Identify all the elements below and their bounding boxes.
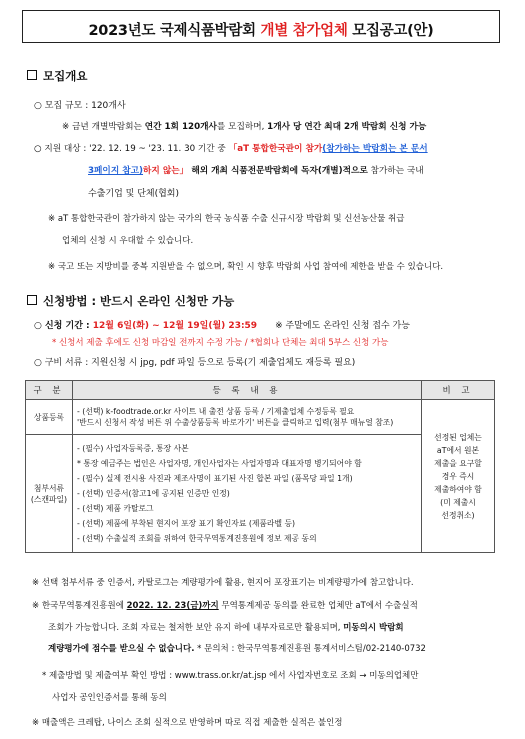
row1-line: '반드시 신청서 작성 버튼 위 수출상품등록 바로가기' 버튼을 클릭하고 입력(첨부 매뉴얼 참조) (77, 418, 394, 427)
row1-category: 상품등록 (26, 400, 73, 435)
support-target (34, 142, 428, 154)
n2-a: ※ 한국무역통계진흥원에 (32, 601, 127, 611)
title-highlight: 개별 참가업체 (260, 23, 348, 39)
note-annual-limit (62, 120, 426, 132)
note1-d: 1개사 당 연간 최대 2개 박람회 신청 가능 (267, 122, 427, 132)
footer-note-submit-method: * 제출방법 및 제출여부 확인 방법 : www.trass.or.kr/at.jsp 에서 사업자번호로 조회 → 미동의업체만 (42, 671, 419, 681)
note1-a: ※ 금년 개별박람회는 (62, 122, 145, 132)
remark-line: aT에서 원본 (436, 445, 480, 455)
remark-cell (422, 400, 495, 553)
row1-content (73, 400, 422, 435)
row2-line: - (선택) 제품 카탈로그 (77, 504, 154, 513)
note-preferred-l1: ※ aT 통합한국관이 참가하지 않는 국가의 한국 농식품 수출 신규시장 박람회 및 신선농산물 취급 (48, 214, 405, 224)
n2-l3b: * 문의처 : 한국무역통계진흥원 통계서비스팀/02-2140-0732 (194, 644, 426, 654)
checkbox-square-icon (27, 295, 37, 305)
title-suffix: 모집공고(안) (347, 23, 434, 39)
row2-category (26, 435, 73, 553)
footer-note-trade-stats-l2 (48, 621, 404, 633)
target-e: 하지 않는」 (143, 166, 189, 176)
n2-l3: 계량평가에 점수를 받으실 수 없습니다. (48, 644, 195, 654)
n2-l2: 조회가 가능합니다. 조회 자료는 철저한 보안 유지 하에 내부자료로만 활용되며, (48, 623, 344, 633)
footer-note-submit-method-l2: 사업자 공인인증서를 통해 동의 (52, 693, 167, 703)
section-heading-apply (27, 293, 234, 309)
row2-line: * 통장 예금주는 법인은 사업자명, 개인사업자는 사업자명과 대표자명 병기되어야 함 (77, 459, 362, 468)
row2-line: - (선택) 수출실적 조회를 위하여 한국무역통계진흥원에 정보 제공 동의 (77, 534, 317, 543)
page-title (23, 19, 499, 40)
target-c: (참가하는 박람회는 본 문서 (322, 144, 428, 154)
title-prefix: 2023년도 국제식품박람회 (88, 23, 261, 39)
note-duplicate-support: ※ 국고 또는 지방비를 중복 지원받을 수 없으며, 확인 시 향후 박람회 사업 참여에 제한을 받을 수 있습니다. (48, 262, 444, 272)
row2-content (73, 435, 422, 553)
period-a: ○ 신청 기간 : (34, 321, 93, 331)
row2-line: - (선택) 제품에 부착된 현지어 포장 표기 확인자료 (제품라벨 등) (77, 519, 296, 528)
required-docs: ○ 구비 서류 : 지원신청 시 jpg, pdf 파일 등으로 등록(기 제출업체도 재등록 필요) (34, 358, 356, 368)
period-b: 12월 6일(화) ~ 12월 19일(월) 23:59 (92, 321, 258, 331)
recruit-scale: ○ 모집 규모 : 120개사 (34, 101, 126, 111)
remark-line: 경우 즉시 (441, 471, 475, 481)
checkbox-square-icon (27, 70, 37, 80)
support-target-line3: 수출기업 및 단체(협회) (88, 189, 179, 199)
section-heading-overview (27, 68, 87, 84)
row2-category-l2: (스캔파일) (30, 494, 68, 504)
header-content: 등 록 내 용 (73, 381, 422, 400)
table-header-row (26, 381, 495, 400)
footer-note-trade-stats-l3 (48, 642, 426, 654)
n2-c: 무역통계제공 동의를 완료한 업체만 aT에서 수출실적 (218, 601, 418, 611)
note1-c: 를 모집하며, (216, 122, 268, 132)
header-remark: 비 고 (422, 381, 495, 400)
n2-b: 2022. 12. 23(금)까지 (126, 601, 219, 611)
row1-line: - (선택) k-foodtrade.or.kr 사이트 내 출전 상품 등록 / 기제출업체 수정등록 필요 (77, 406, 355, 416)
target-f: 해외 개최 식품전문박람회에 독자(개별)적으로 (188, 166, 368, 176)
target-b: 「aT 통합한국관이 참가 (228, 144, 323, 154)
row2-line: - (필수) 사업자등록증, 통장 사본 (77, 444, 189, 453)
section1-heading-text: 모집개요 (43, 69, 88, 83)
target-g: 참가하는 국내 (367, 166, 424, 176)
header-category: 구 분 (26, 381, 73, 400)
note1-b: 연간 1회 120개사 (144, 122, 217, 132)
support-target-line2 (88, 164, 424, 176)
target-d: 3페이지 참고) (88, 166, 144, 176)
n2-l2b: 미동의시 박람회 (343, 623, 404, 633)
footer-note-certs: ※ 선택 첨부서류 중 인증서, 카탈로그는 계량평가에 활용, 현지어 포장표기는 비계량평가에 참고합니다. (32, 578, 414, 588)
note-preferred-l2: 업체의 신청 시 우대할 수 있습니다. (62, 236, 194, 246)
footer-note-trade-stats (32, 599, 418, 611)
remark-line: 선정취소) (441, 510, 475, 520)
table-row (26, 400, 495, 435)
row2-line: - (선택) 인증서(참고1에 공지된 인증만 인정) (77, 489, 230, 498)
remark-line: (미 제출시 (440, 497, 476, 507)
row2-line: - (필수) 실제 전시용 사진과 제조사명이 표기된 사진 합본 파일 (품목당 파일 1개) (77, 474, 353, 483)
period-c: ※ 주말에도 온라인 신청 접수 가능 (275, 321, 410, 331)
remark-line: 선정된 업체는 (434, 432, 482, 442)
remark-line: 제출하여야 함 (434, 484, 482, 494)
footer-note-sales: ※ 매출액은 크레탑, 나이스 조회 실적으로 반영하며 따로 직접 제출한 실적은 불인정 (32, 718, 343, 728)
apply-period (34, 318, 410, 331)
row2-category-l1: 첨부서류 (33, 483, 65, 493)
remark-line: 제출을 요구할 (434, 458, 482, 468)
section2-heading-text: 신청방법 : 반드시 온라인 신청만 가능 (43, 294, 235, 308)
apply-period-note: * 신청서 제출 후에도 신청 마감일 전까지 수정 가능 / *협회나 단체는 최대 5부스 신청 가능 (52, 338, 389, 348)
target-a: ○ 지원 대상 : '22. 12. 19 ~ '23. 11. 30 기간 중 (34, 144, 229, 154)
application-table (25, 380, 495, 553)
title-box (22, 10, 500, 43)
